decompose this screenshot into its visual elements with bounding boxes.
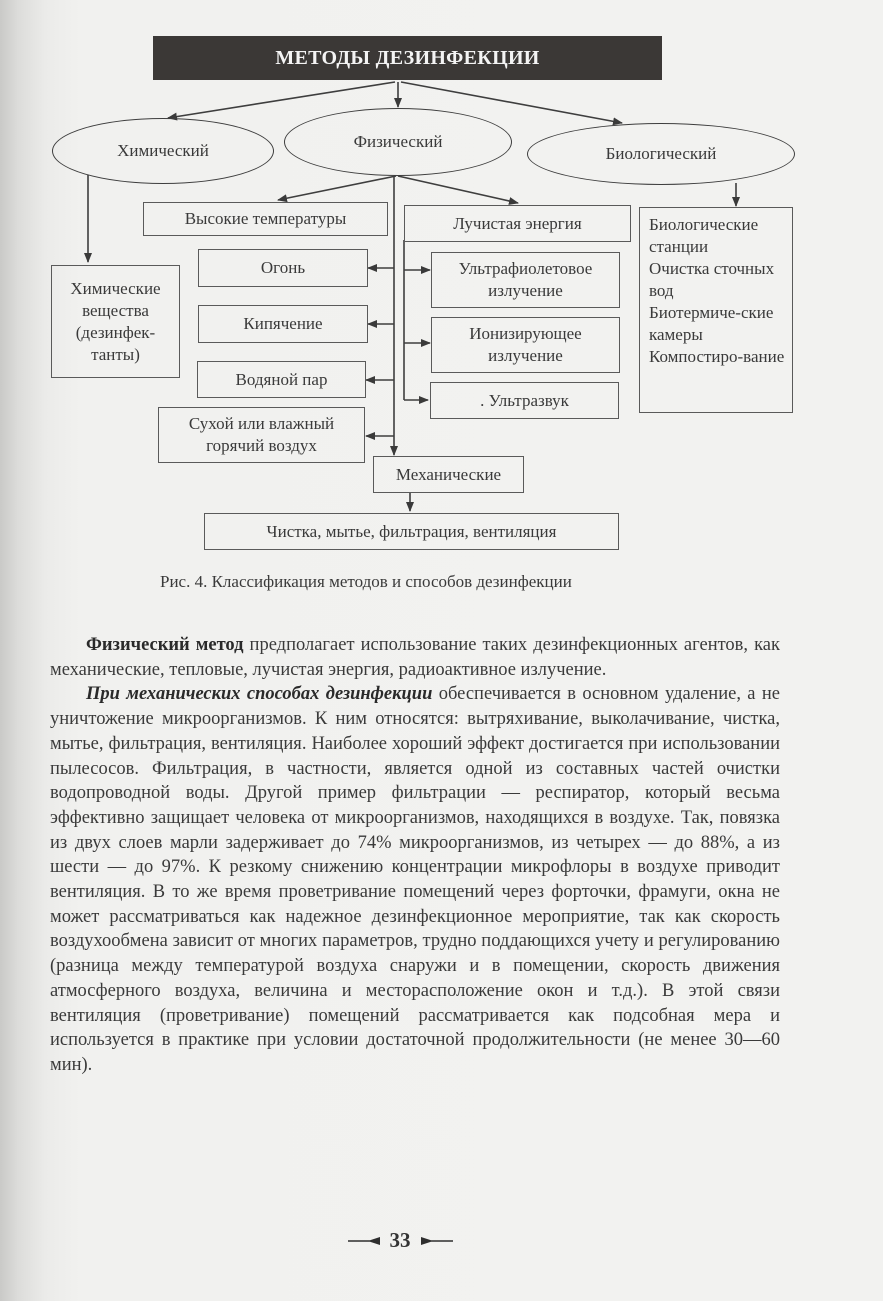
high-temp-box: Высокие температуры xyxy=(143,202,388,236)
ionizing-box: Ионизирующее излучение xyxy=(431,317,620,373)
paragraph-text: обеспечивается в основном удаление, а не уничтожение микроорганизмов. К ним относятся: вытряхивание, выколачивание, чистка, мытье, фильтрация, вентиляция. Наиболее хороший эффект достигается при использовании пылесосов. Фильтрация, в частности, является одной из составных частей очистки водопроводной воды. Другой пример фильтрации — респиратор, который весьма эффективно защищает человека от микроорганизмов, находящихся в воздухе. Так, повязка из двух слоев марли задерживает до 74% микроорганизмов, из четырех — до 88%, а из шести — до 97%. К резкому снижению концентрации микрофлоры в воздухе приводит вентиляция. В то же время проветривание помещений через форточки, фрамуги, окна не может рассматриваться как надежное дезинфекционное мероприятие, так как скорость воздухообмена зависит от многих параметров, трудно поддающихся учету и регулированию (разница между температурой воздуха снаружи и в помещении, скорость движения атмосферного воздуха, величина и месторасположение окон и т.д.). В этой связи вентиляция (проветривание) помещений рассматривается как подсобная мера и используется в практике при условии достаточной продолжительности (не менее 30—60 мин). xyxy=(50,684,780,1075)
mechanical-items-box: Чистка, мытье, фильтрация, вентиляция xyxy=(204,513,619,550)
biological-item: Биотермиче-ские камеры xyxy=(649,303,774,344)
figure-caption: Рис. 4. Классификация методов и способов дезинфекции xyxy=(160,572,572,591)
chemical-substances-box: Химические вещества (дезинфек-танты) xyxy=(51,265,180,378)
page-number xyxy=(340,1228,460,1253)
paragraph xyxy=(50,633,780,682)
boiling-box: Кипячение xyxy=(198,305,368,343)
biological-items-box xyxy=(639,207,793,413)
biological-item: Биологические станции xyxy=(649,215,759,256)
arrow-physical-to-high-temp xyxy=(278,176,396,200)
page-ornament-left-icon xyxy=(348,1237,380,1245)
paragraph xyxy=(50,682,780,1077)
hot-air-box: Сухой или влажный горячий воздух xyxy=(158,407,365,463)
steam-box: Водяной пар xyxy=(197,361,366,398)
radiant-energy-box: Лучистая энергия xyxy=(404,205,631,242)
arrow-physical-to-radiant xyxy=(398,176,518,203)
biological-item: Очистка сточных вод xyxy=(649,259,775,300)
uv-box: Ультрафиолетовое излучение xyxy=(431,252,620,308)
body-text xyxy=(50,633,780,1078)
page-ornament-right-icon xyxy=(421,1237,453,1245)
category-biological: Биологический xyxy=(527,123,795,185)
fire-box: Огонь xyxy=(198,249,368,287)
diagram-title: МЕТОДЫ ДЕЗИНФЕКЦИИ xyxy=(153,36,662,80)
mechanical-box: Механические xyxy=(373,456,524,493)
ultrasound-box: . Ультразвук xyxy=(430,382,619,419)
paragraph-text: предполагает использование таких дезинфекционных агентов, как механические, тепловые, лучистая энергия, радиоактивное излучение. xyxy=(50,635,781,680)
category-physical: Физический xyxy=(284,108,512,176)
page-number-text: 33 xyxy=(389,1228,411,1252)
paragraph-lead: Физический метод xyxy=(86,635,244,655)
category-chemical: Химический xyxy=(52,118,274,184)
paragraph-lead: При механических способах дезинфекции xyxy=(86,684,433,705)
biological-item: Компостиро-вание xyxy=(649,347,785,366)
